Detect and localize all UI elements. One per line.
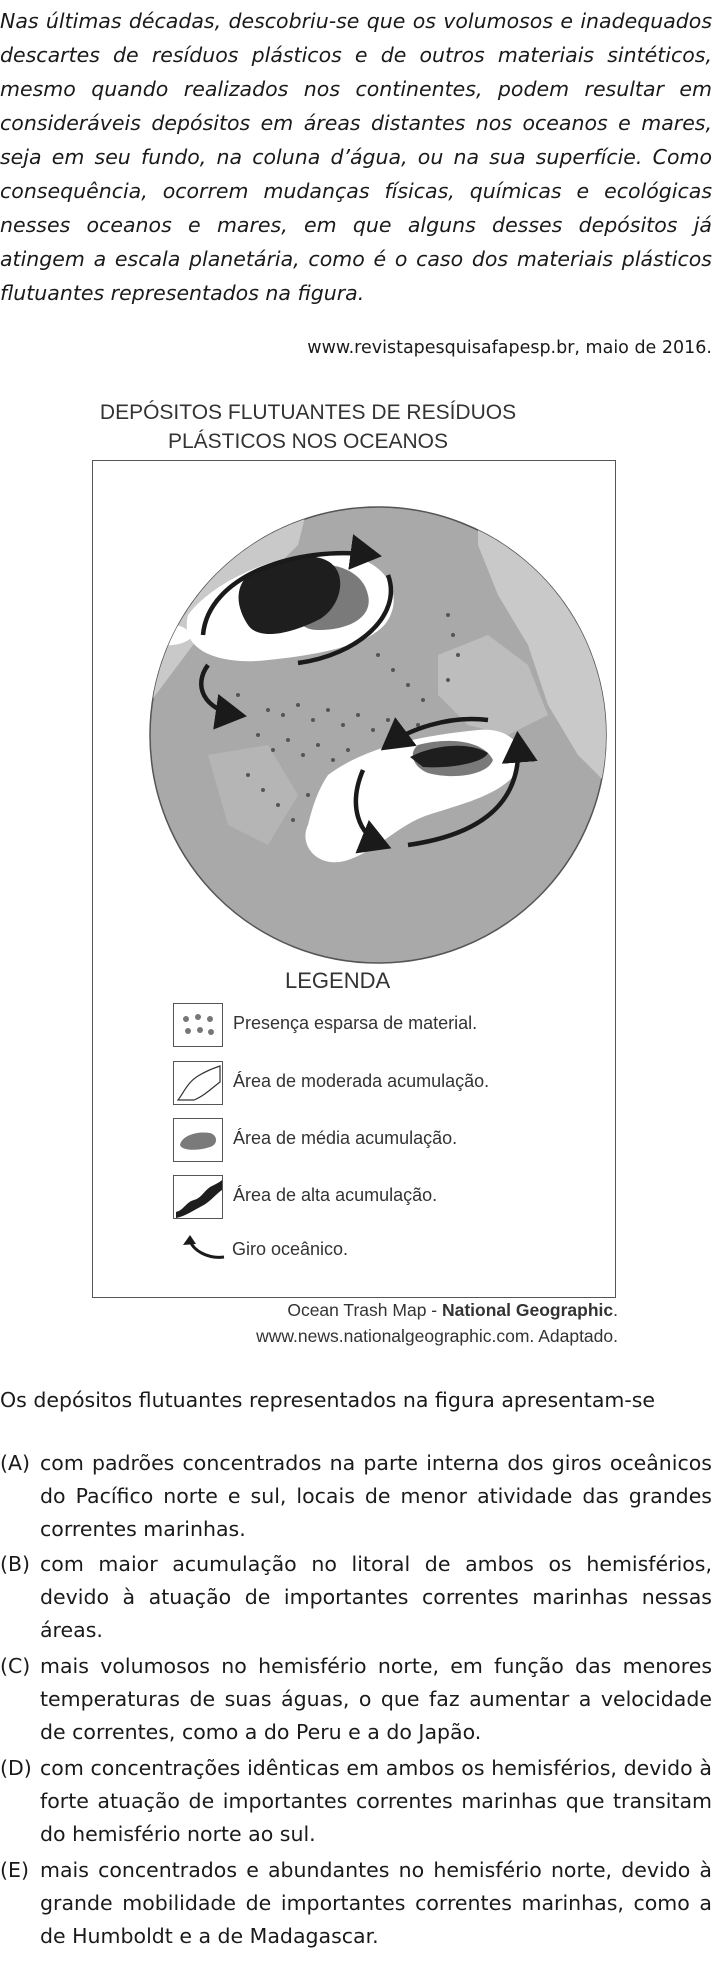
answer-option-e[interactable] xyxy=(0,1854,712,1953)
option-text: com padrões concentrados na parte interna dos giros oceânicos do Pacífico norte e sul, locais de menor atividade das grandes correntes marinhas. xyxy=(40,1451,712,1541)
gyre-arrow-icon xyxy=(178,1233,230,1265)
option-letter: (A) xyxy=(0,1451,31,1475)
globe-map xyxy=(148,505,608,965)
legend-label: Presença esparsa de material. xyxy=(233,1013,478,1033)
north-atlantic-high-area xyxy=(543,518,588,541)
option-letter: (B) xyxy=(0,1552,31,1576)
map-title-line2: PLÁSTICOS NOS OCEANOS xyxy=(167,430,449,453)
answer-option-b[interactable] xyxy=(0,1548,712,1647)
option-text: mais concentrados e abundantes no hemisfério norte, devido à grande mobilidade de importantes correntes marinhas, como a de Humboldt e a de Madagascar. xyxy=(40,1858,712,1948)
paragraph-source: www.revistapesquisafapesp.br, maio de 2016. xyxy=(307,338,712,358)
moderate-area-icon xyxy=(173,1061,223,1105)
map-title-line1: DEPÓSITOS FLUTUANTES DE RESÍDUOS xyxy=(99,401,517,424)
option-text: mais volumosos no hemisfério norte, em função das menores temperaturas de suas águas, o que faz aumentar a velocidade de correntes, como a do Peru e a do Japão. xyxy=(40,1654,712,1744)
option-letter: (C) xyxy=(0,1654,31,1678)
answer-option-c[interactable] xyxy=(0,1650,712,1749)
option-letter: (E) xyxy=(0,1858,29,1882)
question-stem: Os depósitos flutuantes representados na figura apresentam-se xyxy=(0,1388,656,1412)
option-text: com maior acumulação no litoral de ambos os hemisférios, devido à atuação de importantes correntes marinhas nessas áreas. xyxy=(40,1552,712,1642)
legend-label: Área de moderada acumulação. xyxy=(233,1071,490,1091)
north-atlantic-moderate-area xyxy=(518,505,608,569)
legend-label: Giro oceânico. xyxy=(232,1239,349,1259)
intro-paragraph: Nas últimas décadas, descobriu-se que os volumosos e inadequados descartes de resíduos plásticos e de outros materiais sintéticos, mesmo quando realizados nos continentes, podem resultar em consideráveis depósitos em áreas distantes nos oceanos e mares, seja em seu fundo, na coluna d’água, ou na sua superfície. Como consequência, ocorrem mudanças físicas, químicas e ecológicas nesses oceanos e mares, em que alguns desses depósitos já atingem a escala planetária, como é o caso dos materiais plásticos flutuantes representados na figura. xyxy=(0,9,712,305)
sparse-dots-icon xyxy=(173,1003,223,1047)
answer-option-a[interactable] xyxy=(0,1447,712,1546)
option-text: com concentrações idênticas em ambos os hemisférios, devido à forte atuação de importantes correntes marinhas que transitam do hemisfério norte ao sul. xyxy=(40,1756,712,1846)
legend-label: Área de média acumulação. xyxy=(233,1128,458,1148)
map-credit-line1: Ocean Trash Map - National Geographic. xyxy=(287,1300,618,1320)
legend-label: Área de alta acumulação. xyxy=(233,1185,438,1205)
option-letter: (D) xyxy=(0,1756,32,1780)
map-credit-line2: www.news.nationalgeographic.com. Adaptado. xyxy=(256,1326,618,1346)
high-area-icon xyxy=(173,1175,223,1219)
answer-option-d[interactable] xyxy=(0,1752,712,1851)
medium-area-icon xyxy=(173,1118,223,1162)
legend-title: LEGENDA xyxy=(285,968,391,993)
